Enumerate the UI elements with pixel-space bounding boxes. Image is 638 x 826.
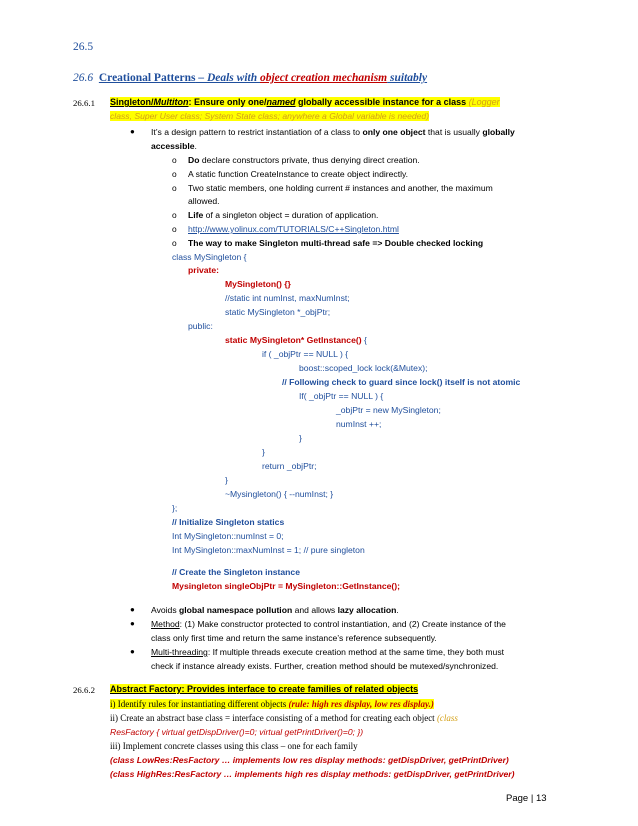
sub-bullet-text: The way to make Singleton multi-thread safe => Double checked locking bbox=[188, 238, 484, 248]
sub-bullet-text-continued: allowed. bbox=[188, 196, 220, 206]
sub-bullet-text: Two static members, one holding current # instances and another, the maximum bbox=[188, 183, 493, 193]
text-run: { bbox=[361, 335, 367, 345]
heading-part: globally accessible instance for a class bbox=[295, 97, 467, 107]
circle-bullet-icon: o bbox=[172, 224, 177, 234]
text-run: declare constructors private, thus denying direct creation. bbox=[199, 155, 420, 165]
code-line: _objPtr = new MySingleton; bbox=[336, 405, 441, 415]
heading-part: suitably bbox=[387, 72, 428, 84]
page-footer bbox=[506, 793, 547, 804]
bullet-text bbox=[151, 619, 506, 629]
circle-bullet-icon: o bbox=[172, 238, 177, 248]
heading-note: (Logger bbox=[466, 97, 500, 107]
code-line: Int MySingleton::numInst = 0; bbox=[172, 531, 284, 541]
abstract-factory-line bbox=[110, 699, 434, 709]
bullet-text bbox=[151, 127, 515, 137]
section-heading-26-5: 26.5 bbox=[73, 41, 94, 53]
heading-part: Singleton/ bbox=[110, 97, 154, 107]
text-run: accessible bbox=[151, 141, 195, 151]
code-line: //static int numInst, maxNumInst; bbox=[225, 293, 350, 303]
code-line: numInst ++; bbox=[336, 419, 382, 429]
code-line: public: bbox=[188, 321, 213, 331]
code-line: } bbox=[299, 433, 302, 443]
text-run: Do bbox=[188, 155, 200, 165]
abstract-factory-line: (class HighRes:ResFactory … implements high res display methods: getDispDriver, getPrintDriver) bbox=[110, 769, 515, 779]
text-run: It’s a design pattern to restrict instantiation of a class to bbox=[151, 127, 363, 137]
text-run: global namespace pollution bbox=[179, 605, 293, 615]
abstract-factory-line: (class LowRes:ResFactory … implements low res display methods: getDispDriver, getPrintDriver) bbox=[110, 755, 509, 765]
text-run: : (1) Make constructor protected to control instantiation, and (2) Create instance of the bbox=[179, 619, 506, 629]
heading-part: : Ensure only one/ bbox=[188, 97, 267, 107]
subsection-heading-abstract-factory bbox=[110, 684, 418, 694]
code-line: if ( _objPtr == NULL ) { bbox=[262, 349, 349, 359]
heading-part: Abstract Factory: bbox=[110, 684, 188, 694]
text-run: that is usually bbox=[425, 127, 483, 137]
heading-part: Creational Patterns bbox=[98, 72, 196, 84]
heading-part: Multiton bbox=[153, 97, 189, 107]
subsection-number: 26.6.2 bbox=[73, 685, 95, 695]
code-line: static MySingleton *_objPtr; bbox=[225, 307, 331, 317]
text-run: ii) Create an abstract base class = interface consisting of a method for creating each object bbox=[110, 713, 437, 723]
text-run: Multi-threading bbox=[151, 647, 208, 657]
text-run: Life bbox=[188, 210, 204, 220]
abstract-factory-line bbox=[110, 713, 458, 723]
circle-bullet-icon: o bbox=[172, 210, 177, 220]
code-comment: // Following check to guard since lock() itself is not atomic bbox=[282, 377, 521, 387]
bullet-text-continued: check if instance already exists. Further, creation method should be mutexed/synchronized. bbox=[151, 661, 499, 671]
text-run: lazy allocation bbox=[337, 605, 397, 615]
section-number: 26.6 bbox=[73, 72, 94, 84]
subsection-number: 26.6.1 bbox=[73, 98, 95, 108]
code-line: MySingleton() {} bbox=[225, 279, 291, 289]
text-run: (class bbox=[436, 713, 458, 723]
bullet-text bbox=[151, 605, 399, 615]
heading-note-continued: class, Super User class; System State class; anywhere a Global variable is needed) bbox=[110, 111, 430, 121]
code-line: boost::scoped_lock lock(&Mutex); bbox=[299, 363, 428, 373]
text-run: of a singleton object = duration of application. bbox=[203, 210, 379, 220]
code-line: Mysingleton singleObjPtr = MySingleton::GetInstance(); bbox=[172, 581, 400, 591]
text-run: only one object bbox=[362, 127, 426, 137]
text-run: static MySingleton* GetInstance() bbox=[225, 335, 362, 345]
text-run: and allows bbox=[292, 605, 338, 615]
bullet-icon: ● bbox=[130, 605, 135, 614]
code-line: return _objPtr; bbox=[262, 461, 317, 471]
code-comment: // Create the Singleton instance bbox=[172, 567, 300, 577]
text-run: i) Identify rules for instantiating different objects bbox=[110, 699, 289, 709]
code-line: } bbox=[225, 475, 228, 485]
bullet-icon: ● bbox=[130, 647, 135, 656]
heading-part: Provides interface to create families of related objects bbox=[187, 684, 419, 694]
text-run: (rule: high res display, low res display.) bbox=[288, 699, 434, 709]
bullet-text-continued bbox=[151, 141, 197, 151]
code-line: class MySingleton { bbox=[172, 252, 247, 262]
subsection-heading-singleton bbox=[110, 97, 500, 107]
section-heading-26-6 bbox=[73, 72, 427, 84]
bullet-text-continued: class only first time and return the same instance’s reference subsequently. bbox=[151, 633, 437, 643]
text-run: Method bbox=[151, 619, 180, 629]
sub-bullet-text: A static function CreateInstance to create object indirectly. bbox=[188, 169, 409, 179]
code-line bbox=[225, 335, 367, 345]
code-line: Int MySingleton::maxNumInst = 1; // pure singleton bbox=[172, 545, 365, 555]
page-separator: | bbox=[530, 793, 534, 804]
sub-bullet-text bbox=[188, 155, 420, 165]
page-label: Page bbox=[506, 793, 529, 804]
circle-bullet-icon: o bbox=[172, 155, 177, 165]
bullet-icon: ● bbox=[130, 619, 135, 628]
abstract-factory-line: ResFactory { virtual getDispDriver()=0; virtual getPrintDriver()=0; }) bbox=[110, 727, 364, 737]
bullet-text bbox=[151, 647, 504, 657]
text-run: globally bbox=[482, 127, 515, 137]
heading-part: named bbox=[266, 97, 296, 107]
text-run: . bbox=[194, 141, 197, 151]
abstract-factory-line: iii) Implement concrete classes using this class – one for each family bbox=[110, 741, 358, 751]
singleton-tutorial-link[interactable]: http://www.yolinux.com/TUTORIALS/C++Singleton.html bbox=[188, 224, 399, 234]
circle-bullet-icon: o bbox=[172, 169, 177, 179]
code-line: private: bbox=[188, 265, 220, 275]
bullet-icon: ● bbox=[130, 127, 135, 136]
code-line: } bbox=[262, 447, 265, 457]
code-line: If( _objPtr == NULL ) { bbox=[299, 391, 384, 401]
code-line: ~Mysingleton() { --numInst; } bbox=[225, 489, 334, 499]
circle-bullet-icon: o bbox=[172, 183, 177, 193]
text-run: . bbox=[396, 605, 399, 615]
code-comment: // Initialize Singleton statics bbox=[172, 517, 285, 527]
sub-bullet-text bbox=[188, 210, 378, 220]
heading-emphasis: object creation mechanism bbox=[259, 72, 388, 84]
text-run: : If multiple threads execute creation method at the same time, they both must bbox=[207, 647, 505, 657]
page-number: 13 bbox=[535, 793, 547, 804]
text-run: Avoids bbox=[151, 605, 180, 615]
code-line: }; bbox=[172, 503, 178, 513]
heading-part: – Deals with bbox=[195, 72, 260, 84]
